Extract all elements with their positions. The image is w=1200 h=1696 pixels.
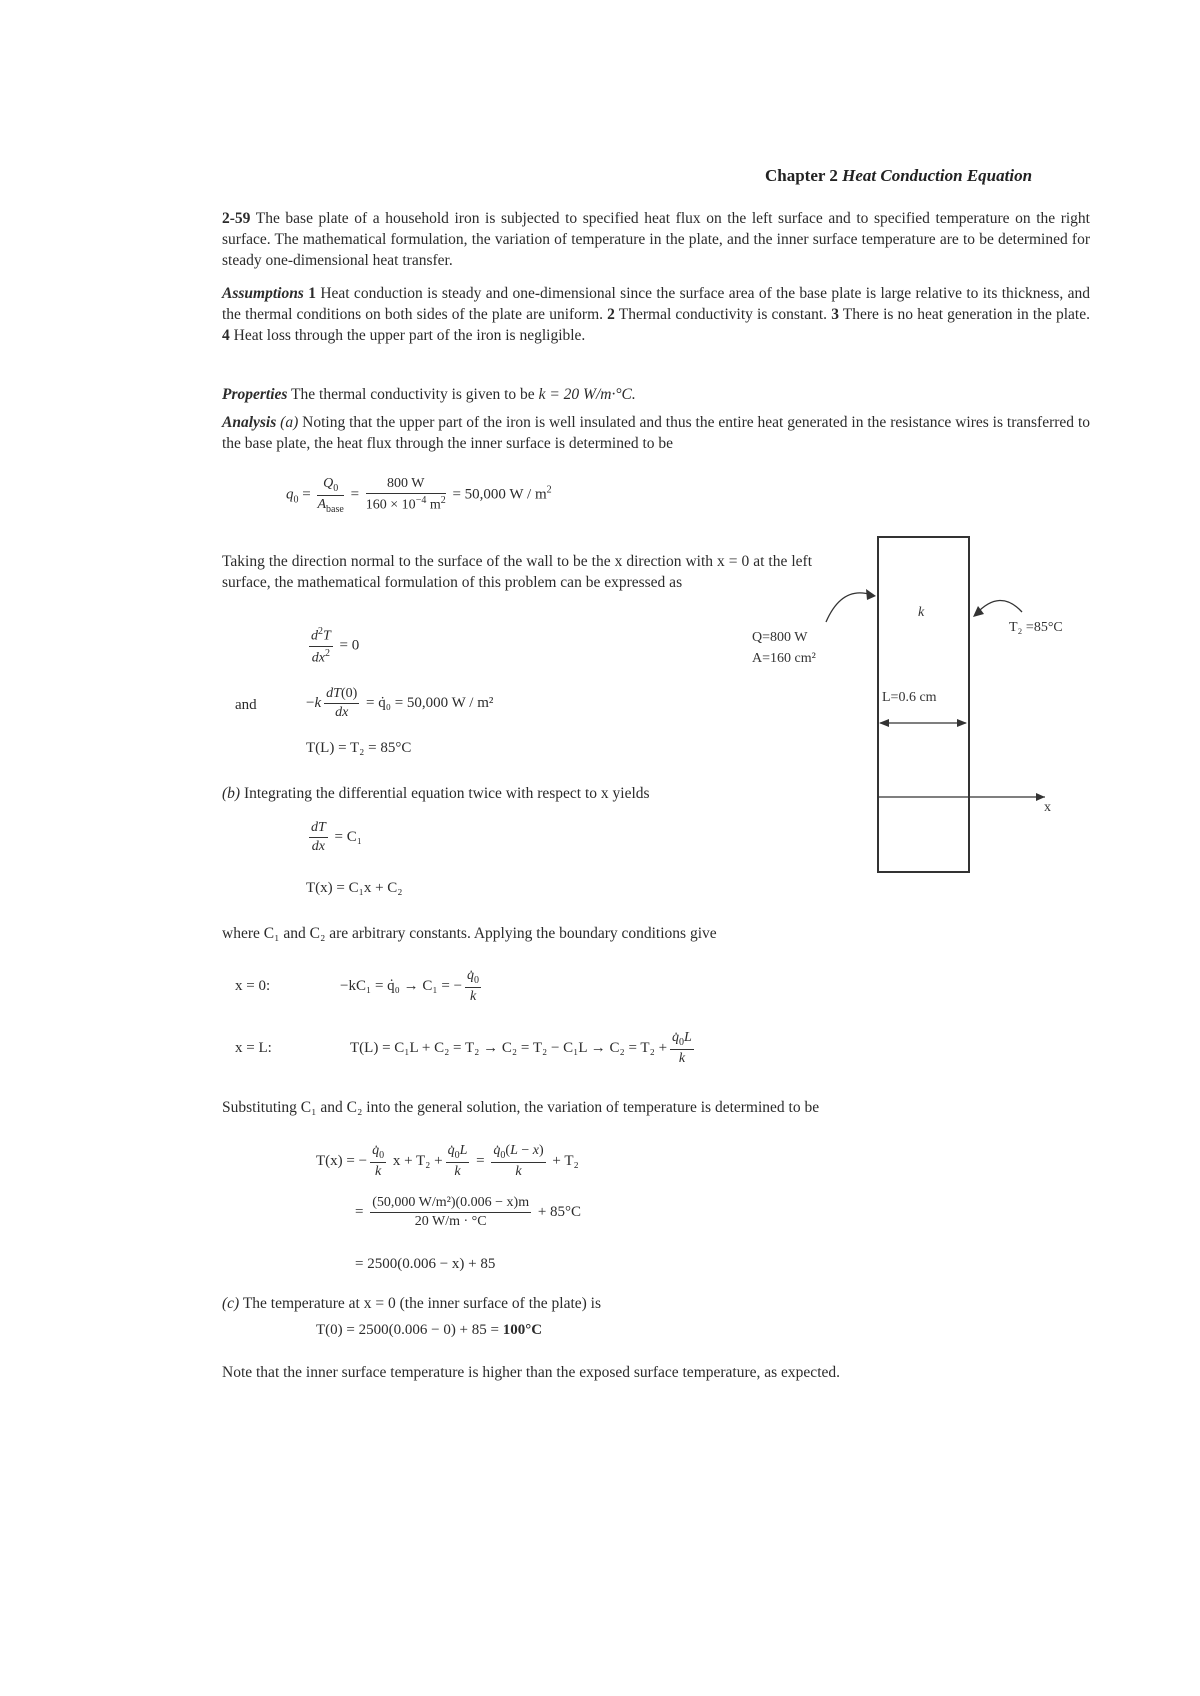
eq-term: = 50,000 W / m: [452, 486, 547, 503]
eq-term: + 85°C: [537, 1203, 582, 1220]
eq-term: T(0) = 2500(0.006 − 0) + 85 =: [316, 1322, 499, 1338]
properties-value: k = 20 W/m·°C.: [538, 386, 636, 403]
eq-term: q: [286, 486, 294, 503]
eq-term: T(L) = C₁L + C₂ = T₂ → C₂ = T₂ − C₁L → C₂ = T₂ +: [350, 1039, 668, 1056]
a-label: A=160 cm²: [752, 651, 816, 666]
eq-term: 160 × 10: [365, 498, 416, 514]
bc-xl-label: x = L:: [235, 1040, 272, 1056]
assumption-text: Heat loss through the upper part of the iron is negligible.: [233, 327, 586, 344]
assumption-number: 3: [831, 306, 839, 323]
and-label: and: [235, 697, 257, 713]
assumption-number: 2: [607, 306, 615, 323]
properties-text: The thermal conductivity is given to be: [291, 386, 535, 403]
eq-term: −kC₁ = q̇₀ → C₁ = −: [340, 977, 463, 994]
eq-term: x + T₂ +: [392, 1152, 443, 1169]
bc-x0-equation: −kC₁ = q̇₀ → C₁ = − $\frac{q̇_0}{k}$: [340, 968, 480, 1004]
part-label: (b): [222, 785, 241, 802]
eq-term: 800 W: [366, 476, 446, 494]
t2-label: T₂ =85°C: [1009, 620, 1063, 635]
eq-term: = q̇₀ = 50,000 W / m²: [366, 694, 494, 711]
substitution-text: Substituting C₁ and C₂ into the general solution, the variation of temperature is determined to be: [222, 1099, 820, 1116]
solution-line-3: = 2500(0.006 − x) + 85: [355, 1256, 496, 1272]
final-value: 100°C: [502, 1322, 543, 1338]
assumption-number: 4: [222, 327, 230, 344]
assumption-text: Thermal conductivity is constant.: [618, 306, 828, 323]
direction-text: Taking the direction normal to the surface of the wall to be the x direction with x = 0 at the left surface, the mathematical formulation of this problem can be expressed as: [222, 553, 812, 591]
chapter-number: Chapter 2: [765, 166, 838, 185]
first-integral: $\frac{dT}{dx}$ = C₁: [311, 820, 362, 854]
eq-term: T(x) = −: [316, 1152, 368, 1169]
properties-label: Properties: [222, 386, 288, 403]
bc-xl-equation: T(L) = C₁L + C₂ = T₂ → C₂ = T₂ − C₁L → C₂ = T₂ + $\frac{q̇_0L}{k}$: [350, 1030, 692, 1066]
eq-term: 20 W/m · °C: [414, 1214, 487, 1229]
analysis-text: Integrating the differential equation twice with respect to x yields: [243, 785, 650, 802]
problem-number: 2-59: [222, 210, 251, 227]
chapter-title: Heat Conduction Equation: [842, 166, 1033, 185]
general-solution: T(x) = C₁x + C₂: [306, 880, 403, 896]
x-label: x: [1044, 800, 1051, 815]
bc1-equation: −k $\frac{dT(0)}{dx}$ = q̇₀ = 50,000 W / m²: [306, 686, 494, 720]
analysis-label: Analysis: [222, 414, 277, 431]
analysis-text: Noting that the upper part of the iron is well insulated and thus the entire heat generated in the resistance wires is transferred to the base plate, the heat flux through the inner surface is determined to be: [222, 414, 1091, 452]
dimension-arrow-left: [879, 719, 889, 727]
constants-text: where C₁ and C₂ are arbitrary constants. Applying the boundary conditions give: [222, 925, 717, 942]
eq-term: = C₁: [334, 828, 362, 845]
eq-term: (50,000 W/m²)(0.006 − x)m: [370, 1195, 531, 1213]
part-label: (a): [280, 414, 299, 431]
ode-equation: $\frac{d^2T}{dx^2}$ = 0: [311, 626, 360, 666]
solution-line-1: T(x) = − $\frac{q̇_0}{k}$ x + T₂ + $\frac{q̇_0L}{k}$ = $\frac{q̇_0(L - x)}{k}$ + T₂: [316, 1143, 579, 1179]
assumption-number: 1: [308, 285, 316, 302]
assumption-text: Heat conduction is steady and one-dimensional since the surface area of the base plate is large relative to its thickness, and the thermal conditions on both sides of the plate are uniform.: [222, 285, 1091, 323]
assumptions-label: Assumptions: [222, 285, 304, 302]
solution-line-2: = $\frac{\text{(50,000 W/m²)(0.006 − x)m}}{20 W/m \cdot ^\circ C}$ + 85°C: [355, 1195, 582, 1229]
eq-term: A: [317, 496, 327, 512]
heat-flux-arrowhead: [866, 589, 876, 600]
eq-term: = 0: [339, 637, 360, 654]
eq-term: + T₂: [552, 1152, 579, 1169]
assumption-text: There is no heat generation in the plate.: [842, 306, 1090, 323]
bc2-equation: T(L) = T₂ = 85°C: [306, 740, 412, 756]
temperature-arrow: [976, 600, 1022, 614]
bc-x0-label: x = 0:: [235, 978, 271, 994]
dimension-arrow-right: [957, 719, 967, 727]
analysis-text: The temperature at x = 0 (the inner surface of the plate) is: [242, 1295, 602, 1312]
l-label: L=0.6 cm: [882, 690, 937, 705]
heat-flux-equation: $q_0$ = $\frac{Q_0}{A_{base}}$ = $\frac{800 W}{160 \times 10^{-4} m^2}$ = 50,000 W / $m^2$: [286, 476, 552, 515]
eq-term: Q: [323, 476, 334, 491]
k-label: k: [918, 605, 925, 620]
part-label: (c): [222, 1295, 240, 1312]
q-label: Q=800 W: [752, 630, 808, 645]
conclusion-note: Note that the inner surface temperature is higher than the exposed surface temperature, as expected.: [222, 1364, 841, 1381]
heat-flux-arrow: [826, 593, 872, 622]
problem-text: The base plate of a household iron is subjected to specified heat flux on the left surface and to specified temperature on the right surface. The mathematical formulation, the variation of temperature in the plate, and the inner surface temperature are to be determined for steady one-dimensional heat transfer.: [222, 210, 1090, 269]
